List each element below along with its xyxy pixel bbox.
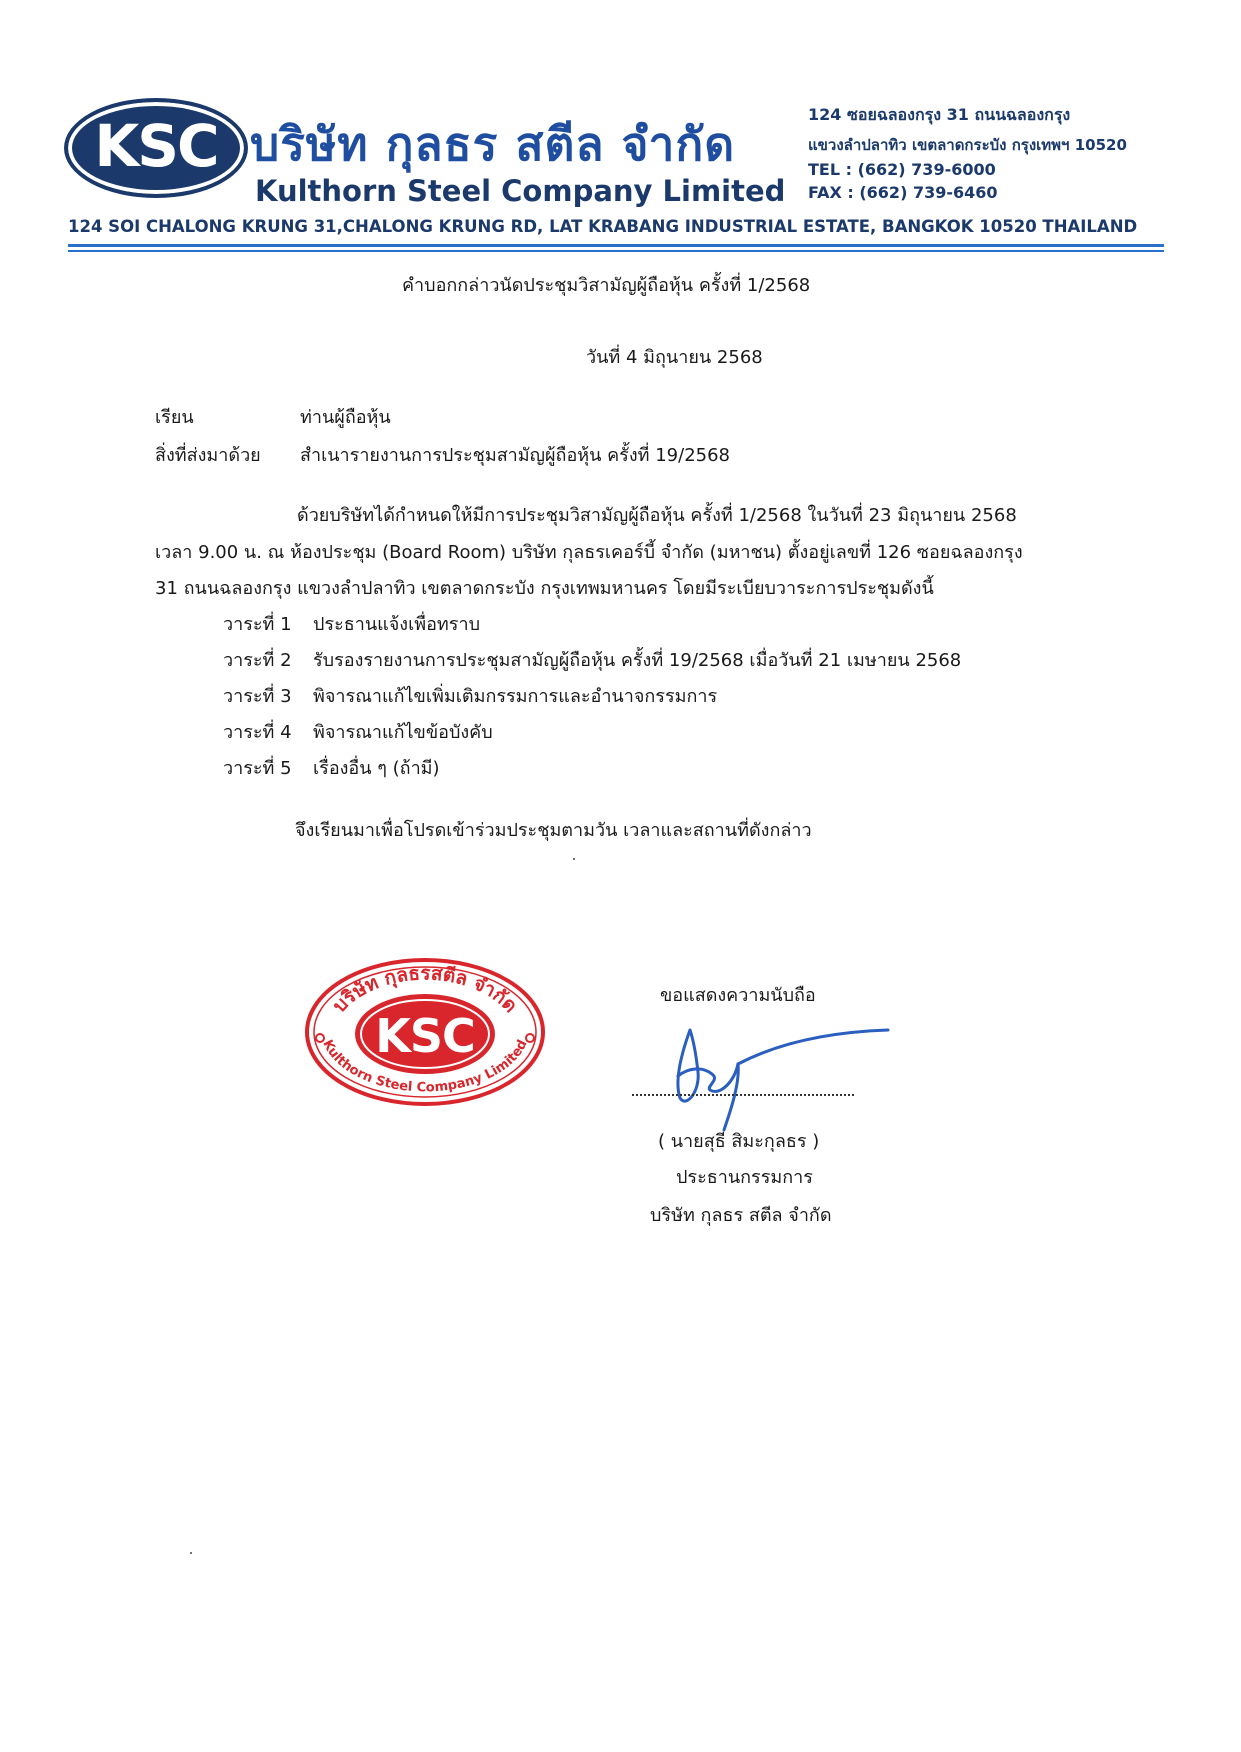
enclosure-label: สิ่งที่ส่งมาด้วย: [155, 445, 261, 466]
company-logo: [64, 98, 248, 198]
address-english: 124 SOI CHALONG KRUNG 31,CHALONG KRUNG RD, LAT KRABANG INDUSTRIAL ESTATE, BANGKOK 10520 THAILAND: [68, 217, 1138, 236]
seal-center-text: KSC: [375, 1009, 475, 1063]
letter-subject: คำบอกกล่าวนัดประชุมวิสามัญผู้ถือหุ้น ครั้งที่ 1/2568: [402, 275, 811, 296]
body-line-1: ด้วยบริษัทได้กำหนดให้มีการประชุมวิสามัญผู้ถือหุ้น ครั้งที่ 1/2568 ในวันที่ 23 มิถุนายน 2568: [297, 505, 1017, 526]
contact-fax: FAX : (662) 739-6460: [808, 183, 998, 202]
contact-address-line1: 124 ซอยฉลองกรุง 31 ถนนฉลองกรุง: [808, 105, 1071, 124]
seal-bottom-text: Kulthorn Steel Company Limited: [319, 1037, 531, 1096]
header-rule-bottom: [68, 250, 1164, 252]
signer-title: ประธานกรรมการ: [676, 1167, 813, 1188]
body-line-2: เวลา 9.00 น. ณ ห้องประชุม (Board Room) บริษัท กุลธรเคอร์บี้ จำกัด (มหาชน) ตั้งอยู่เลขที่ 126 ซอยฉลองกรุง: [155, 542, 1023, 563]
agenda-text: ประธานแจ้งเพื่อทราบ: [313, 614, 480, 635]
company-name-thai: บริษัท กุลธร สตีล จำกัด: [250, 117, 736, 171]
body-line-3: 31 ถนนฉลองกรุง แขวงลำปลาทิว เขตลาดกระบัง กรุงเทพมหานคร โดยมีระเบียบวาระการประชุมดังนี้: [155, 578, 934, 599]
seal-top-text: บริษัท กุลธรสตีล จำกัด: [328, 962, 522, 1017]
agenda-label: วาระที่ 2: [223, 650, 292, 671]
contact-tel: TEL : (662) 739-6000: [808, 160, 996, 179]
header-rule-top: [68, 244, 1164, 247]
agenda-label: วาระที่ 5: [223, 758, 292, 779]
letter-date: วันที่ 4 มิถุนายน 2568: [586, 347, 763, 368]
logo-text: KSC: [94, 112, 218, 180]
agenda-text: รับรองรายงานการประชุมสามัญผู้ถือหุ้น ครั้งที่ 19/2568 เมื่อวันที่ 21 เมษายน 2568: [313, 650, 962, 671]
contact-address-line2: แขวงลำปลาทิว เขตลาดกระบัง กรุงเทพฯ 10520: [808, 136, 1127, 154]
regards-text: ขอแสดงความนับถือ: [660, 985, 816, 1006]
handwritten-signature: [660, 1022, 900, 1132]
agenda-label: วาระที่ 4: [223, 722, 292, 743]
company-name-english: Kulthorn Steel Company Limited: [255, 174, 786, 208]
signer-company: บริษัท กุลธร สตีล จำกัด: [650, 1205, 832, 1226]
company-seal: [300, 950, 550, 1110]
scan-speck: [573, 858, 575, 860]
enclosure-value: สำเนารายงานการประชุมสามัญผู้ถือหุ้น ครั้งที่ 19/2568: [300, 445, 731, 466]
signature-line: [632, 1094, 854, 1096]
agenda-text: เรื่องอื่น ๆ (ถ้ามี): [313, 758, 440, 779]
signer-name: ( นายสุธี สิมะกุลธร ): [658, 1131, 820, 1152]
agenda-label: วาระที่ 1: [223, 614, 292, 635]
closing-invitation: จึงเรียนมาเพื่อโปรดเข้าร่วมประชุมตามวัน เวลาและสถานที่ดังกล่าว: [295, 820, 812, 841]
to-label: เรียน: [155, 407, 194, 428]
agenda-text: พิจารณาแก้ไขข้อบังคับ: [313, 722, 493, 743]
agenda-text: พิจารณาแก้ไขเพิ่มเติมกรรมการและอำนาจกรรมการ: [313, 686, 718, 707]
to-value: ท่านผู้ถือหุ้น: [300, 407, 391, 428]
agenda-label: วาระที่ 3: [223, 686, 292, 707]
scan-speck: [190, 1552, 192, 1554]
